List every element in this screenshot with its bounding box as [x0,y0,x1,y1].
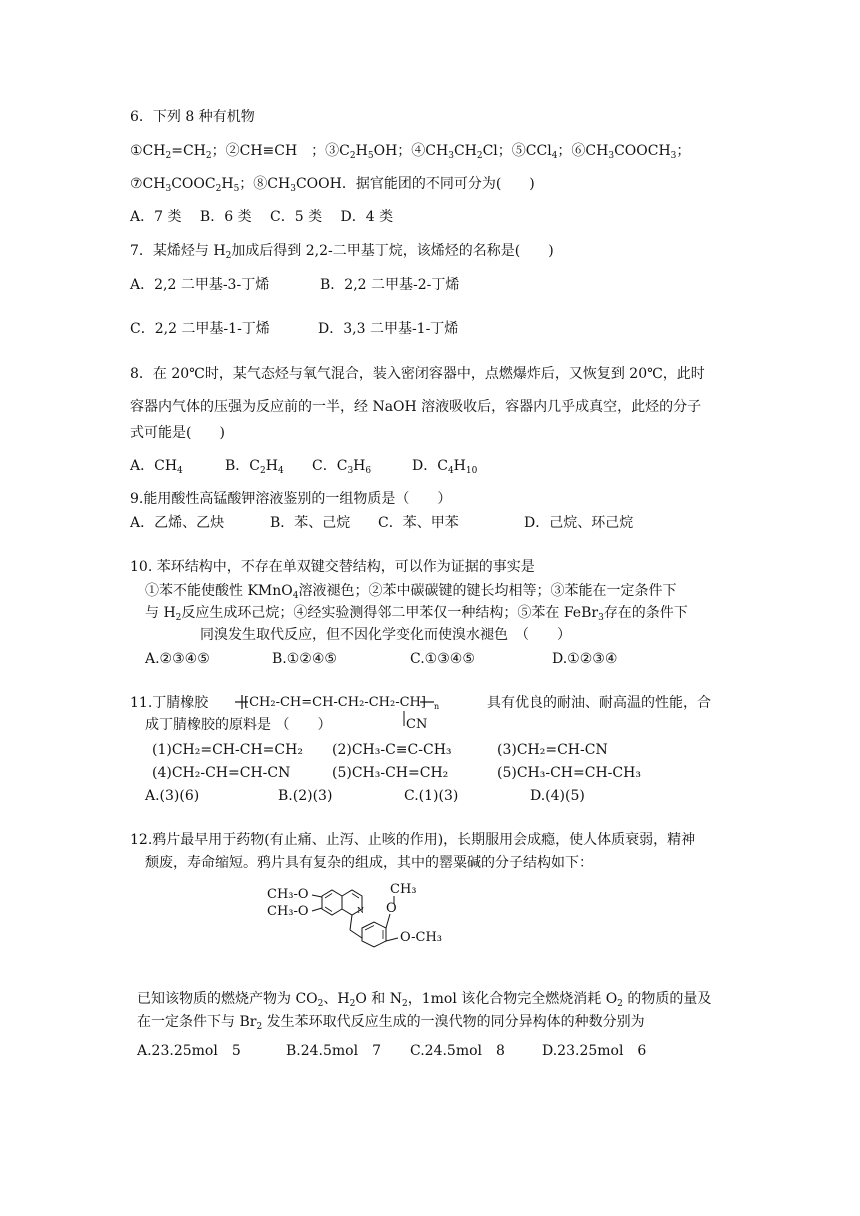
q10-option-a: A.②③④⑤ [145,651,210,667]
q10-option-d: D.①②③④ [552,651,618,667]
q6-compounds-line1: $①CH_2=CH_2$；②CH≡CH ；$③C_2H_5OH$；$④CH_3CH_2Cl$；⑤CCl$_4$；$⑥CH_3COOCH_3$； [130,143,691,161]
q8-line2: 容器内气体的压强为反应前的一半，经 NaOH 溶液吸收后，容器内几乎成真空，此烃的分子 [130,399,702,415]
q12-option-b: B.24.5mol 7 [286,1043,381,1059]
q9-option-c: C．苯、甲苯 [378,515,459,531]
q9-stem: 9.能用酸性高锰酸钾溶液鉴别的一组物质是（ ） [130,491,452,507]
q8-option-c: C．$C_3H_6$ [312,458,372,476]
q7-option-a: A．2,2 二甲基-3-丁烯 [130,277,270,293]
q11-substance-5: (5)CH₃-CH=CH₂ [332,765,449,781]
q11-label: 11.丁腈橡胶 [130,695,209,711]
papaverine-o-top: O [386,901,397,916]
q7-stem: 7．某烯烃与 $H_2$加成后得到 2,2-二甲基丁烷，该烯烃的名称是( ) [130,243,554,261]
q6-stem: 6．下列 8 种有机物 [130,109,255,125]
q11-substance-3: (3)CH₂=CH-CN [497,742,608,758]
papaverine-och3-top-left: CH₃-O [267,887,309,902]
q11-substance-1: (1)CH₂=CH-CH=CH₂ [152,742,303,758]
q10-line2: 与 $H_2$反应生成环己烷；④经实验测得邻二甲苯仅一种结构；⑤苯在 FeBr$_3$存在的条件下 [145,605,688,623]
q12-option-c: C.24.5mol 8 [410,1043,505,1059]
q12-option-d: D.23.25mol 6 [542,1043,647,1059]
q8-line1: 8．在 20℃时，某气态烃与氧气混合，装入密闭容器中，点燃爆炸后，又恢复到 20℃，此时 [130,366,705,382]
q11-option-a: A.(3)(6) [145,788,200,804]
q11-substance-6: (5)CH₃-CH=CH-CH₃ [497,765,641,781]
q11-line2: 成丁腈橡胶的原料是 （ ） [145,717,332,733]
q11-polymer-formula: [CH₂-CH=CH-CH₂-CH₂-CH] [244,695,426,710]
q7-option-d: D．3,3 二甲基-1-丁烯 [318,321,459,337]
q8-option-b: B．$C_2H_4$ [225,458,284,476]
q6-options: A．7 类 B．6 类 C．5 类 D．4 类 [130,209,394,225]
q9-option-a: A．乙烯、乙炔 [130,515,225,531]
q12-line3: 已知该物质的燃烧产物为 $CO_2$、$H_2O$ 和 $N_2$，1mol 该化合物完全燃烧消耗 $O_2$ 的物质的量及 [137,991,712,1009]
papaverine-nitrogen: N [357,906,364,915]
q8-option-d: D．$C_4H_{10}$ [412,458,478,476]
q12-option-a: A.23.25mol 5 [137,1043,241,1059]
q7-option-c: C．2,2 二甲基-1-丁烯 [130,321,270,337]
q11-option-d: D.(4)(5) [530,788,585,804]
papaverine-och3-right: O-CH₃ [400,930,443,945]
q10-line3: 同溴发生取代反应，但不因化学变化而使溴水褪色 （ ） [200,627,571,643]
q9-option-b: B．苯、己烷 [270,515,351,531]
q10-option-c: C.①③④⑤ [410,651,475,667]
q6-compounds-line2: $⑦CH_3COOC_2H_5$；$⑧CH_3COOH$．据官能团的不同可分为( ) [130,176,535,194]
papaverine-structure [262,878,452,958]
q7-option-b: B．2,2 二甲基-2-丁烯 [320,277,460,293]
papaverine-och3-bottom-left: CH₃-O [267,904,309,919]
q11-tail: 具有优良的耐油、耐高温的性能，合 [487,695,711,711]
q11-substance-2: (2)CH₃-C≡C-CH₃ [332,742,452,758]
q11-option-c: C.(1)(3) [404,788,459,804]
papaverine-ch3-top: CH₃ [390,882,417,897]
q12-line4: 在一定条件下与 $Br_2$ 发生苯环取代反应生成的一溴代物的同分异构体的种数分别为 [137,1014,645,1032]
q8-option-a: A．$CH_4$ [130,458,183,476]
q9-option-d: D．己烷、环己烷 [524,515,634,531]
q11-substance-4: (4)CH₂-CH=CH-CN [152,765,291,781]
q10-option-b: B.①②④⑤ [272,651,337,667]
q11-cn-group: CN [406,717,428,732]
q12-line2: 颓废，寿命缩短。鸦片具有复杂的组成，其中的罂粟碱的分子结构如下： [145,855,593,871]
q12-line1: 12.鸦片最早用于药物(有止痛、止泻、止咳的作用)，长期服用会成瘾，使人体质衰弱，精神 [130,832,696,848]
q8-line3: 式可能是( ) [130,425,225,441]
q11-polymer-n: n [434,702,440,711]
q11-option-b: B.(2)(3) [278,788,333,804]
q10-line1: ①苯不能使酸性 KMnO$_4$溶液褪色；②苯中碳碳键的键长均相等；③苯能在一定条件下 [145,583,677,601]
q10-stem: 10. 苯环结构中，不存在单双键交替结构，可以作为证据的事实是 [130,559,535,575]
